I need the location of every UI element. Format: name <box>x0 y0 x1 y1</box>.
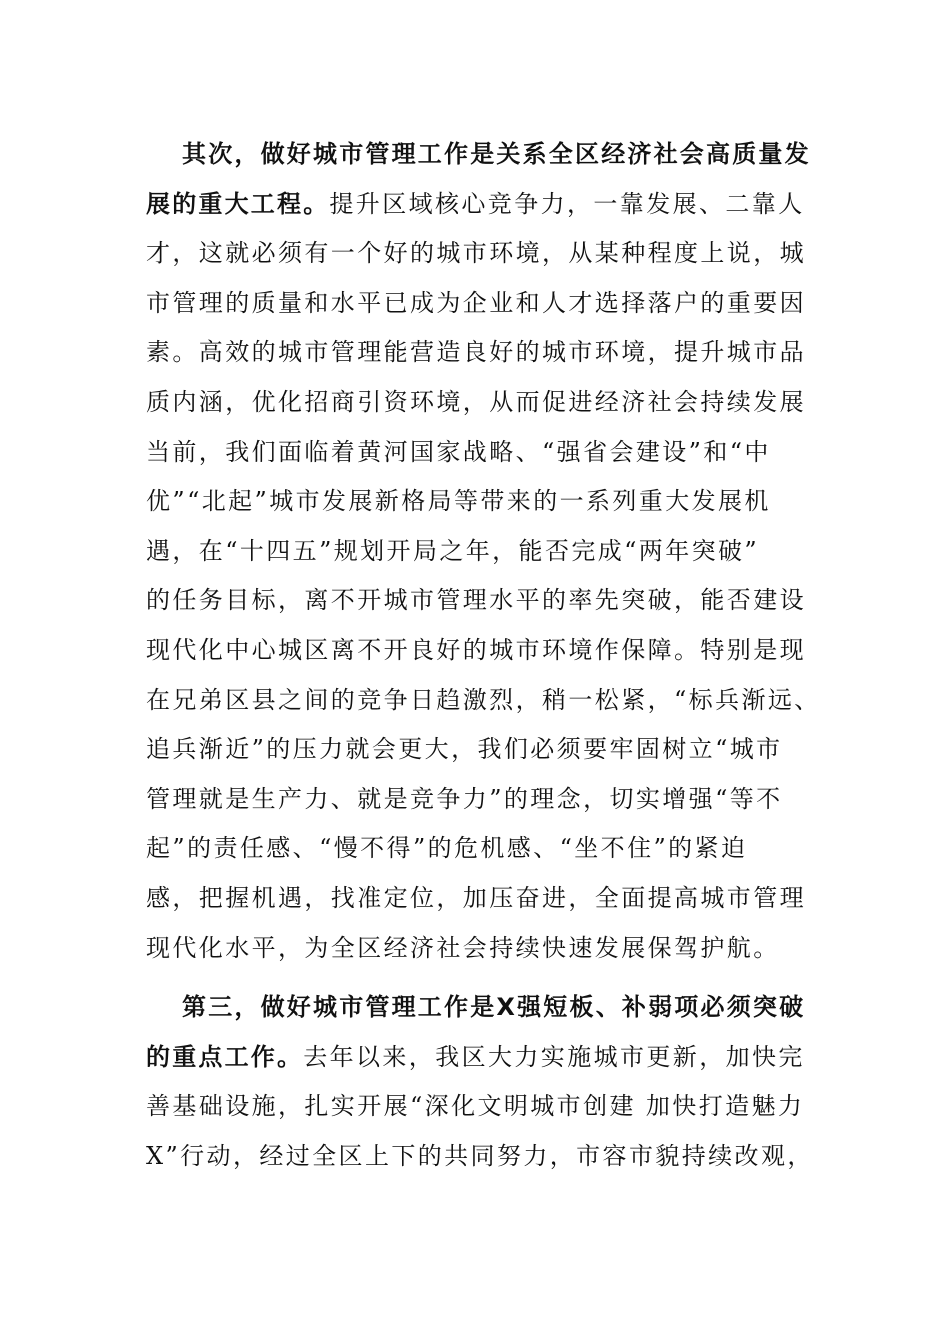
text-line: 素。高效的城市管理能营造良好的城市环境，提升城市品 <box>146 338 806 367</box>
bold-heading-text: 的重点工作。 <box>146 1042 304 1071</box>
bold-heading-text: 展的重大工程。 <box>146 189 330 218</box>
text-line: 市管理的质量和水平已成为企业和人才选择落户的重要因 <box>146 288 806 317</box>
text-line: 现代化中心城区离不开良好的城市环境作保障。特别是现 <box>146 635 806 664</box>
text-line: 才，这就必须有一个好的城市环境，从某种程度上说，城 <box>146 239 806 268</box>
body-text: 提升区域核心竞争力，一靠发展、二靠人 <box>329 189 805 218</box>
text-line: 的任务目标，离不开城市管理水平的率先突破，能否建设 <box>146 586 806 615</box>
text-line: 感，把握机遇，找准定位，加压奋进，全面提高城市管理 <box>146 883 806 912</box>
text-line: 起”的责任感、“慢不得”的危机感、“坐不住”的紧迫 <box>146 834 748 863</box>
text-line <box>146 180 836 230</box>
text-line: 在兄弟区县之间的竞争日趋激烈，稍一松紧，“标兵渐远、 <box>146 685 821 714</box>
paragraph-second-point <box>146 130 836 973</box>
paragraph-third-point <box>146 983 836 1181</box>
text-line: X”行动，经过全区上下的共同努力，市容市貌持续改观， <box>146 1141 814 1170</box>
text-line <box>146 130 836 180</box>
text-line <box>146 1033 836 1083</box>
bold-heading-text: 其次，做好城市管理工作是关系全区经济社会高质量发 <box>182 140 811 168</box>
text-line <box>146 983 836 1033</box>
text-line: 管理就是生产力、就是竞争力”的理念，切实增强“等不 <box>146 784 783 813</box>
body-text: 去年以来，我区大力实施城市更新，加快完 <box>303 1042 805 1071</box>
bold-heading-text: 第三，做好城市管理工作是X强短板、补弱项必须突破 <box>182 993 806 1021</box>
text-line: 当前，我们面临着黄河国家战略、“强省会建设”和“中 <box>146 437 771 466</box>
text-line: 追兵渐近”的压力就会更大，我们必须要牢固树立“城市 <box>146 735 783 764</box>
text-line: 现代化水平，为全区经济社会持续快速发展保驾护航。 <box>146 933 780 962</box>
text-line: 善基础设施，扎实开展“深化文明城市创建 加快打造魅力 <box>146 1092 805 1121</box>
text-line: 优”“北起”城市发展新格局等带来的一系列重大发展机 <box>146 487 771 516</box>
text-line: 质内涵，优化招商引资环境，从而促进经济社会持续发展 <box>146 387 806 416</box>
text-line: 遇，在“十四五”规划开局之年，能否完成“两年突破” <box>146 536 760 565</box>
